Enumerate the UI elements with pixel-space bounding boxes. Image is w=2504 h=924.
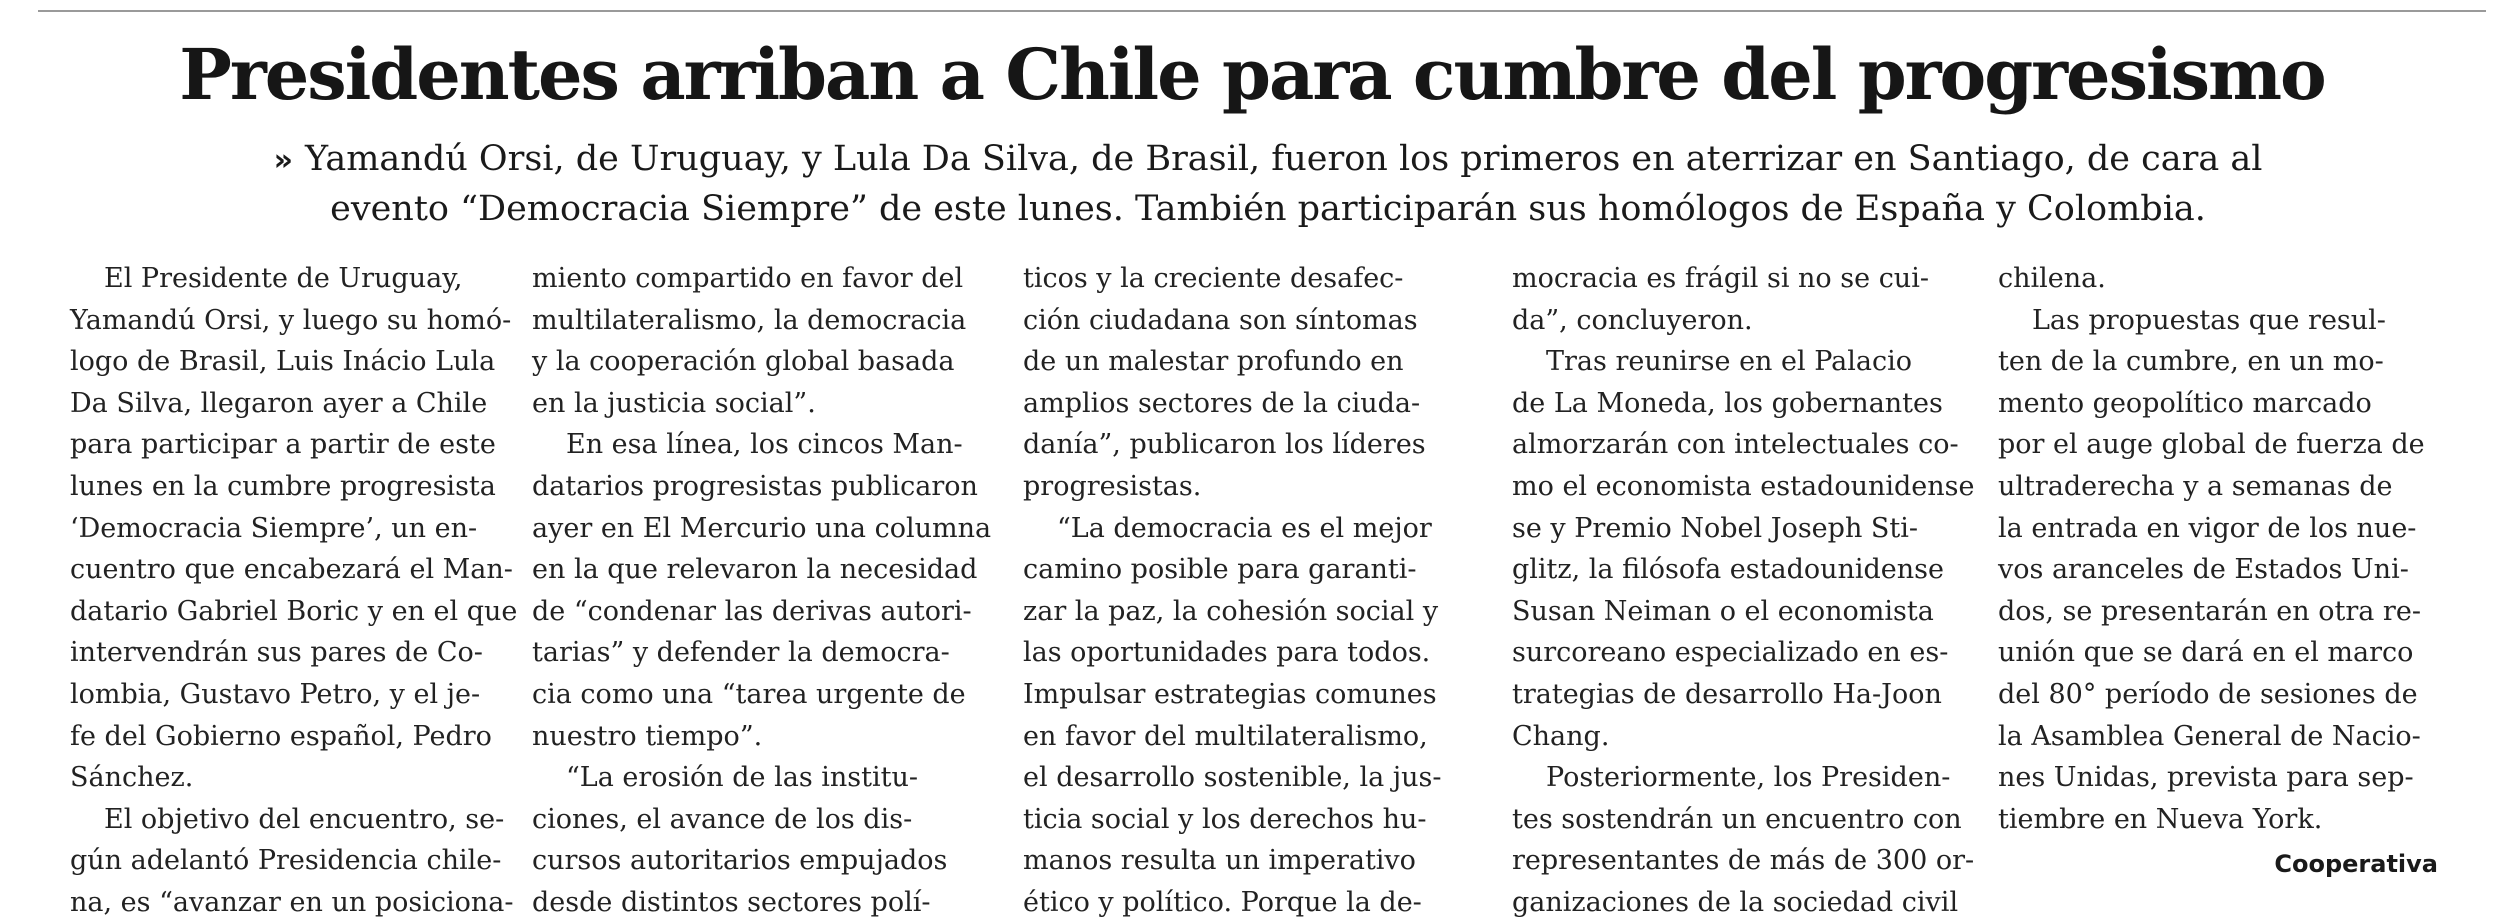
body-text-line: camino posible para garanti- <box>1023 554 1417 586</box>
deck <box>268 135 2268 233</box>
body-text-line: El Presidente de Uruguay, <box>104 263 463 294</box>
body-text-line: miento compartido en favor del <box>532 263 964 294</box>
double-chevron-right-icon: » <box>273 143 289 178</box>
body-text-line: desde distintos sectores polí- <box>532 886 931 918</box>
body-text-line: surcoreano especializado en es- <box>1512 637 1949 669</box>
body-text-line: ticia social y los derechos hu- <box>1023 803 1427 835</box>
body-text-line: Impulsar estrategias comunes <box>1023 678 1437 710</box>
body-text-line: “La democracia es el mejor <box>1057 512 1432 544</box>
body-text-line: Sánchez. <box>70 762 194 794</box>
body-text-line: por el auge global de fuerza de <box>1998 429 2425 461</box>
body-text-line: mento geopolítico marcado <box>1998 387 2372 419</box>
body-text-line: de un malestar profundo en <box>1023 346 1404 378</box>
body-text-line: ganizaciones de la sociedad civil <box>1512 886 1959 918</box>
body-text-line: del 80° período de sesiones de <box>1998 678 2418 710</box>
body-text-line: el desarrollo sostenible, la jus- <box>1023 762 1442 794</box>
column-2 <box>532 258 992 918</box>
body-text-line: logo de Brasil, Luis Inácio Lula <box>70 346 496 378</box>
body-text-line: fe del Gobierno español, Pedro <box>70 720 492 752</box>
body-text-line: da”, concluyeron. <box>1512 304 1753 336</box>
body-text-line: de “condenar las derivas autori- <box>532 595 972 627</box>
column-4 <box>1512 258 1975 918</box>
body-text-line: datario Gabriel Boric y en el que <box>70 595 518 627</box>
body-text-line: Chang. <box>1512 720 1610 752</box>
body-text-line: ción ciudadana son síntomas <box>1023 304 1418 336</box>
body-text-line: las oportunidades para todos. <box>1023 637 1431 669</box>
body-text-line: representantes de más de 300 or- <box>1512 845 1975 877</box>
body-text-line: en la justicia social”. <box>532 387 816 419</box>
body-text-line: Las propuestas que resul- <box>2032 304 2386 336</box>
body-text-line: multilateralismo, la democracia <box>532 304 967 336</box>
body-text-line: manos resulta un imperativo <box>1023 845 1416 877</box>
deck-line-2: evento “Democracia Siempre” de este lunes. También participarán sus homólogos de España y Colombia. <box>330 189 2206 229</box>
body-text-line: cursos autoritarios empujados <box>532 845 948 877</box>
body-text-line: gún adelantó Presidencia chile- <box>70 845 502 877</box>
body-text-line: glitz, la filósofa estadounidense <box>1512 554 1945 586</box>
body-text-line: cuentro que encabezará el Man- <box>70 554 513 586</box>
body-text-line: mo el economista estadounidense <box>1512 470 1975 502</box>
body-text-line: ten de la cumbre, en un mo- <box>1998 346 2384 378</box>
body-text-line: ticos y la creciente desafec- <box>1023 263 1404 294</box>
body-text-line: ético y político. Porque la de- <box>1023 886 1422 918</box>
headline: Presidentes arriban a Chile para cumbre del progresismo <box>179 33 2325 116</box>
body-text-line: para participar a partir de este <box>70 429 496 461</box>
deck-text-1: Yamandú Orsi, de Uruguay, y Lula Da Silva, de Brasil, fueron los primeros en aterrizar en Santiago, de cara al <box>304 139 2263 179</box>
column-3 <box>1023 258 1442 918</box>
body-text-line: almorzarán con intelectuales co- <box>1512 429 1959 461</box>
body-text-line: vos aranceles de Estados Uni- <box>1998 554 2409 586</box>
body-text-line: trategias de desarrollo Ha-Joon <box>1512 678 1942 710</box>
body-text-line: la entrada en vigor de los nue- <box>1998 512 2417 544</box>
body-text-line: mocracia es frágil si no se cui- <box>1512 263 1929 294</box>
body-text-line: Da Silva, llegaron ayer a Chile <box>70 387 488 419</box>
body-text-line: Tras reunirse en el Palacio <box>1546 346 1913 378</box>
body-text-line: tarias” y defender la democra- <box>532 637 950 669</box>
body-text-line: na, es “avanzar en un posiciona- <box>70 886 514 918</box>
body-text-line: cia como una “tarea urgente de <box>532 678 966 710</box>
body-text-line: progresistas. <box>1023 470 1202 502</box>
body-text-line: nes Unidas, prevista para sep- <box>1998 762 2414 794</box>
article-credit: Cooperativa <box>2274 850 2438 878</box>
column-1 <box>70 258 518 918</box>
body-text-line: danía”, publicaron los líderes <box>1023 429 1426 461</box>
body-text-line: lombia, Gustavo Petro, y el je- <box>70 678 481 710</box>
body-text-line: chilena. <box>1998 263 2106 294</box>
body-text-line: nuestro tiempo”. <box>532 720 763 752</box>
body-text-line: En esa línea, los cincos Man- <box>566 429 963 461</box>
body-text-line: datarios progresistas publicaron <box>532 470 978 502</box>
body-text-line: El objetivo del encuentro, se- <box>104 803 505 835</box>
deck-line-1 <box>268 135 2268 185</box>
article-body <box>0 258 2504 918</box>
body-text-line: se y Premio Nobel Joseph Sti- <box>1512 512 1919 544</box>
body-text-line: amplios sectores de la ciuda- <box>1023 387 1421 419</box>
body-text-line: y la cooperación global basada <box>532 346 955 378</box>
body-text-line: ‘Democracia Siempre’, un en- <box>70 512 478 544</box>
body-text-line: en favor del multilateralismo, <box>1023 720 1428 752</box>
body-text-line: intervendrán sus pares de Co- <box>70 637 483 669</box>
body-text-line: en la que relevaron la necesidad <box>532 554 978 586</box>
body-text-line: ultraderecha y a semanas de <box>1998 470 2393 502</box>
body-text-line: la Asamblea General de Nacio- <box>1998 720 2421 752</box>
body-text-line: ayer en El Mercurio una columna <box>532 512 992 544</box>
body-text-line: ciones, el avance de los dis- <box>532 803 913 835</box>
body-text-line: unión que se dará en el marco <box>1998 637 2414 669</box>
body-text-line: de La Moneda, los gobernantes <box>1512 387 1943 419</box>
body-text-line: Yamandú Orsi, y luego su homó- <box>70 304 512 336</box>
body-text-line: tes sostendrán un encuentro con <box>1512 803 1962 835</box>
body-text-line: dos, se presentarán en otra re- <box>1998 595 2421 627</box>
body-text-line: “La erosión de las institu- <box>566 762 919 794</box>
body-text-line: Susan Neiman o el economista <box>1512 595 1934 627</box>
body-text-line: Posteriormente, los Presiden- <box>1546 762 1951 794</box>
body-text-line: tiembre en Nueva York. <box>1998 803 2323 835</box>
body-text-line: zar la paz, la cohesión social y <box>1023 595 1439 627</box>
body-text-line: lunes en la cumbre progresista <box>70 470 496 502</box>
top-rule <box>38 10 2486 12</box>
